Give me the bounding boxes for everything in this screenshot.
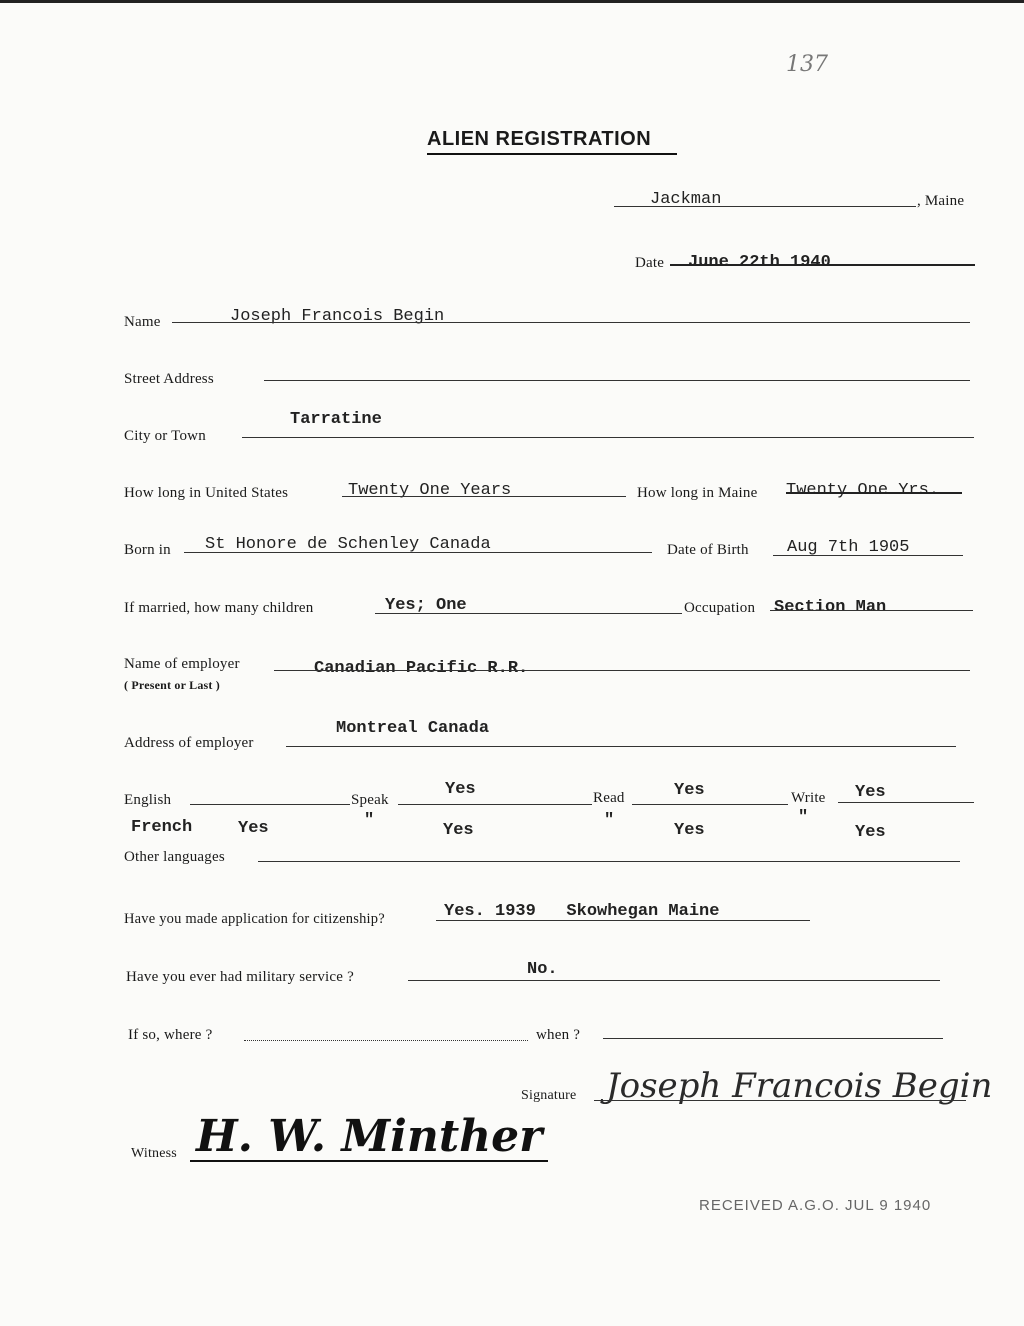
employer-name-sublabel: ( Present or Last ) (124, 678, 221, 692)
children-line (375, 613, 682, 614)
city-line (242, 437, 974, 438)
military-line (408, 980, 940, 981)
employer-address-line (286, 746, 956, 747)
page-top-border (0, 0, 1024, 3)
how-long-maine-strike (786, 492, 962, 494)
french-speak-ditto: " (364, 811, 375, 830)
employer-address-value: Montreal Canada (336, 719, 490, 738)
date-line (670, 264, 975, 266)
how-long-maine-value: Twenty One Yrs. (786, 481, 940, 500)
english-label: English (124, 792, 172, 808)
employer-name-label: Name of employer (124, 656, 240, 672)
when-label: when ? (536, 1027, 581, 1043)
signature-line (594, 1100, 966, 1101)
page-number: 137 (786, 52, 828, 77)
military-value: No. (527, 960, 558, 979)
date-label: Date (635, 255, 665, 271)
date-value: June 22th 1940 (688, 253, 831, 272)
write-label: Write (791, 790, 826, 806)
where-line (244, 1040, 528, 1041)
french-read-ditto: " (604, 811, 615, 830)
signature-value: Joseph Francois Begin (606, 1066, 993, 1106)
other-languages-label: Other languages (124, 849, 225, 865)
how-long-us-line (342, 496, 626, 497)
write-line (838, 802, 974, 803)
street-address-line (264, 380, 970, 381)
received-stamp: RECEIVED A.G.O. JUL 9 1940 (699, 1197, 932, 1214)
french-value: Yes (238, 819, 269, 838)
speak-label: Speak (351, 792, 389, 808)
signature-label: Signature (521, 1088, 577, 1103)
citizenship-label: Have you made application for citizenship? (124, 911, 385, 927)
french-speak-value: Yes (443, 821, 474, 840)
location-city: Jackman (650, 190, 722, 209)
dob-label: Date of Birth (667, 542, 749, 558)
city-label: City or Town (124, 428, 206, 444)
speak-line (398, 804, 592, 805)
other-languages-line (258, 861, 960, 862)
occupation-line (770, 610, 973, 611)
french-write-ditto: " (798, 808, 809, 827)
how-long-us-label: How long in United States (124, 485, 289, 501)
dob-value: Aug 7th 1905 (787, 538, 910, 557)
citizenship-value: Yes. 1939 Skowhegan Maine (444, 902, 720, 921)
name-label: Name (124, 314, 161, 330)
born-in-label: Born in (124, 542, 171, 558)
employer-name-line (274, 670, 970, 671)
witness-label: Witness (131, 1146, 177, 1161)
how-long-us-value: Twenty One Years (348, 481, 512, 500)
if-so-where-label: If so, where ? (128, 1027, 213, 1043)
employer-address-label: Address of employer (124, 735, 254, 751)
street-address-label: Street Address (124, 371, 214, 387)
when-line (603, 1038, 943, 1039)
witness-line (190, 1160, 548, 1162)
born-in-value: St Honore de Schenley Canada (205, 535, 491, 554)
english-write-value: Yes (855, 783, 886, 802)
location-state-label: , Maine (917, 193, 965, 209)
occupation-label: Occupation (684, 600, 756, 616)
english-speak-value: Yes (445, 780, 476, 799)
french-write-value: Yes (855, 823, 886, 842)
employer-name-value: Canadian Pacific R.R. (314, 659, 529, 678)
witness-signature: H. W. Minther (196, 1111, 543, 1162)
born-in-line (184, 552, 652, 553)
citizenship-line (436, 920, 810, 921)
children-label: If married, how many children (124, 600, 314, 616)
english-read-value: Yes (674, 781, 705, 800)
occupation-value: Section Man (774, 598, 887, 617)
form-title: ALIEN REGISTRATION (427, 128, 652, 150)
french-label: French (131, 818, 193, 837)
read-line (632, 804, 788, 805)
military-label: Have you ever had military service ? (126, 969, 354, 985)
read-label: Read (593, 790, 625, 806)
name-line (172, 322, 970, 323)
english-line (190, 804, 350, 805)
name-value: Joseph Francois Begin (230, 307, 445, 326)
how-long-maine-label: How long in Maine (637, 485, 758, 501)
french-read-value: Yes (674, 821, 705, 840)
city-value: Tarratine (290, 410, 382, 429)
title-underline (427, 153, 677, 155)
location-line (614, 206, 916, 207)
dob-line (773, 555, 963, 556)
children-value: Yes; One (385, 596, 467, 615)
